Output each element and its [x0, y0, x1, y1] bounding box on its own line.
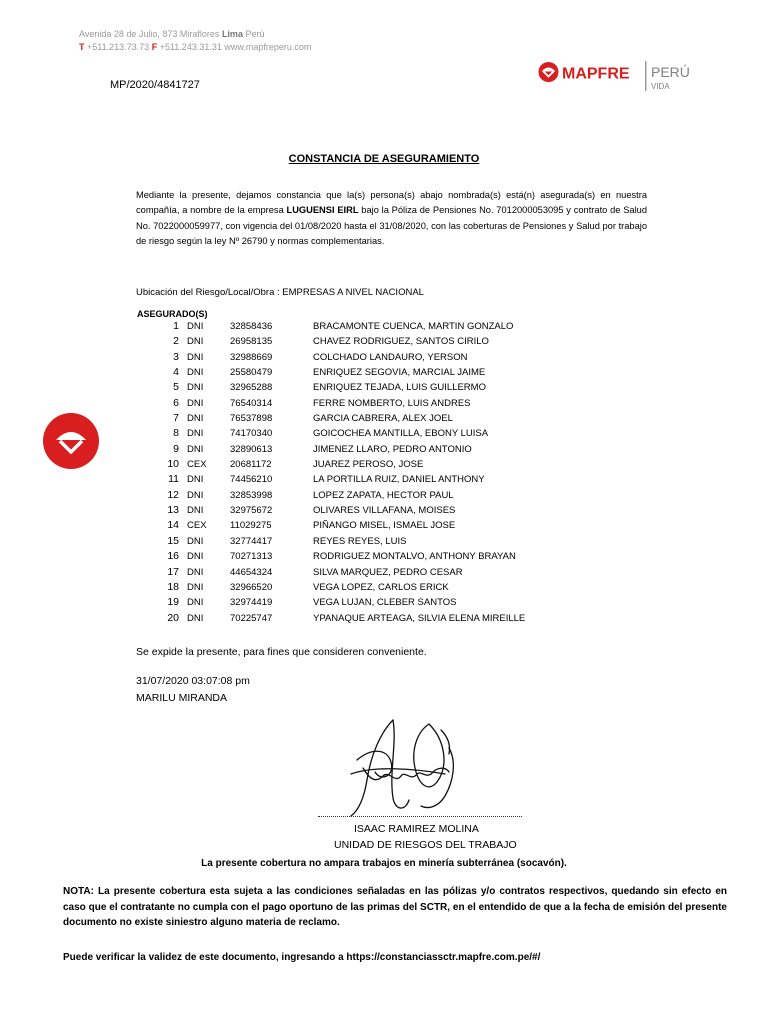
insured-doc-number: 70225747	[230, 612, 273, 624]
insured-name: ENRIQUEZ TEJADA, LUIS GUILLERMO	[313, 382, 486, 394]
insured-doc-number: 32774417	[230, 535, 273, 547]
insured-number: 6	[173, 396, 179, 409]
insured-doc-type: DNI	[187, 428, 204, 440]
insured-number: 12	[167, 488, 179, 501]
insured-doc-number: 70271313	[230, 551, 273, 563]
insured-row	[136, 534, 566, 549]
intro-paragraph: Mediante la presente, dejamos constancia que la(s) persona(s) abajo nombrada(s) está(n) asegurada(s) en nuestra compañía, a nombre de la empresa LUGUENSI EIRL bajo la Póliza de Pensiones No. 7012000053095 y contrato de Salud No. 7022000059977, con vigencia del 01/08/2020 hasta el 31/08/2020, con las coberturas de Pensiones y Salud por trabajo de riesgo según la ley Nº 26790 y normas complementarias.	[136, 190, 647, 246]
insured-doc-type: DNI	[187, 535, 204, 547]
insured-name: ENRIQUEZ SEGOVIA, MARCIAL JAIME	[313, 367, 486, 379]
insured-doc-number: 11029275	[230, 520, 272, 532]
logo-brand: MAPFRE	[562, 65, 630, 83]
insured-doc-type: DNI	[187, 351, 204, 363]
address-city: Lima	[221, 29, 243, 39]
insured-doc-type: CEX	[187, 459, 207, 471]
insured-name: LA PORTILLA RUIZ, DANIEL ANTHONY	[313, 474, 485, 486]
insured-doc-type: DNI	[187, 474, 204, 486]
issue-datetime: 31/07/2020 03:07:08 pm	[136, 675, 250, 687]
company-name: LUGUENSI EIRL	[286, 205, 359, 216]
insured-doc-type: DNI	[187, 597, 204, 609]
insured-name: PIÑANGO MISEL, ISMAEL JOSE	[313, 520, 456, 532]
mapfre-peru-vida-logo	[537, 58, 690, 94]
insured-number: 18	[167, 580, 179, 593]
insured-doc-number: 20681172	[230, 459, 272, 471]
insured-number: 3	[173, 350, 179, 363]
insured-doc-type: DNI	[187, 382, 204, 394]
insured-doc-number: 32853998	[230, 489, 273, 501]
insured-doc-type: DNI	[187, 581, 204, 593]
insured-row	[136, 611, 566, 626]
insured-name: REYES REYES, LUIS	[313, 535, 407, 547]
insured-name: SILVA MARQUEZ, PEDRO CESAR	[313, 566, 463, 578]
insured-number: 5	[173, 381, 179, 394]
mapfre-side-emblem-icon	[43, 413, 99, 469]
insured-doc-type: DNI	[187, 336, 204, 348]
insured-doc-type: DNI	[187, 397, 204, 409]
insured-number: 9	[173, 442, 179, 455]
risk-location: Ubicación del Riesgo/Local/Obra : EMPRESAS A NIVEL NACIONAL	[136, 287, 424, 298]
insured-name: GARCIA CABRERA, ALEX JOEL	[313, 413, 453, 425]
insured-name: JIMENEZ LLARO, PEDRO ANTONIO	[313, 443, 472, 455]
insured-number: 19	[167, 596, 179, 609]
insured-doc-type: DNI	[187, 367, 204, 379]
signature-line	[318, 816, 522, 817]
insured-row	[136, 426, 566, 441]
insured-row	[136, 595, 566, 610]
legal-note: NOTA: La presente cobertura esta sujeta a las condiciones señaladas en las pólizas y/o contratos respectivos, quedando sin efecto en caso que el contratante no cumpla con el pago oportuno de las primas del SCTR, en el entendido de que a la fecha de emisión del presente documento no existe siniestro alguno materia de reclamo.	[63, 886, 727, 928]
insured-doc-type: DNI	[187, 566, 204, 578]
insured-name: CHAVEZ RODRIGUEZ, SANTOS CIRILO	[313, 336, 489, 348]
logo-unit: VIDA	[651, 82, 670, 91]
insured-number: 7	[173, 412, 179, 425]
website-link[interactable]: www.mapfreperu.com	[224, 42, 312, 52]
insured-row	[136, 518, 566, 533]
insured-doc-number: 76540314	[230, 397, 273, 409]
address-line: Avenida 28 de Julio, 873 Miraflores Lima Perú	[79, 29, 265, 39]
insured-row	[136, 319, 566, 334]
insured-number: 20	[167, 611, 179, 624]
insured-number: 8	[173, 427, 179, 440]
coverage-note: La presente cobertura no ampara trabajos en minería subterránea (socavón).	[201, 858, 567, 869]
insured-doc-number: 32988669	[230, 351, 273, 363]
issue-statement: Se expide la presente, para fines que consideren conveniente.	[136, 646, 427, 658]
insured-name: YPANAQUE ARTEAGA, SILVIA ELENA MIREILLE	[313, 612, 526, 624]
logo-country: PERÚ	[651, 64, 690, 80]
document-reference: MP/2020/4841727	[110, 79, 200, 91]
insured-number: 1	[173, 320, 179, 332]
insured-doc-type: DNI	[187, 321, 204, 332]
insured-row	[136, 334, 566, 349]
insured-doc-type: DNI	[187, 413, 204, 425]
insured-row	[136, 503, 566, 518]
insured-doc-type: DNI	[187, 505, 204, 517]
signer-name: ISAAC RAMIREZ MOLINA	[354, 823, 479, 835]
insured-doc-type: DNI	[187, 443, 204, 455]
insured-doc-number: 26958135	[230, 336, 273, 348]
insured-name: COLCHADO LANDAURO, YERSON	[313, 351, 468, 363]
insured-row	[136, 411, 566, 426]
insured-number: 10	[167, 458, 179, 471]
insured-name: OLIVARES VILLAFANA, MOISES	[313, 505, 456, 517]
insured-row	[136, 365, 566, 380]
insured-number: 11	[168, 473, 179, 486]
insured-doc-type: DNI	[187, 551, 204, 563]
insured-number: 4	[173, 366, 179, 379]
insured-name: VEGA LOPEZ, CARLOS ERICK	[313, 581, 449, 593]
handwritten-signature	[333, 714, 473, 820]
insured-doc-number: 74170340	[230, 428, 273, 440]
insured-row	[136, 580, 566, 595]
insured-doc-number: 25580479	[230, 367, 273, 379]
insured-doc-type: DNI	[187, 489, 204, 501]
phone-label: T	[79, 42, 85, 52]
document-title: CONSTANCIA DE ASEGURAMIENTO	[288, 153, 480, 165]
contact-line	[79, 41, 311, 54]
insured-doc-number: 32965288	[230, 382, 273, 394]
insured-row	[136, 380, 566, 395]
insured-number: 14	[167, 519, 179, 532]
company-address	[79, 28, 311, 54]
insured-header: ASEGURADO(S)	[137, 309, 208, 319]
insured-doc-number: 32966520	[230, 581, 273, 593]
insured-doc-type: DNI	[187, 612, 204, 624]
fax-number: +511.243.31.31	[159, 42, 222, 52]
insured-row	[136, 350, 566, 365]
insured-row	[136, 565, 566, 580]
mapfre-emblem-icon	[539, 62, 559, 82]
insured-row	[136, 488, 566, 503]
insured-number: 2	[173, 335, 179, 348]
insured-row	[136, 457, 566, 472]
verification-note: Puede verificar la validez de este documento, ingresando a https://constanciassctr.mapfre.com.pe/#/	[63, 952, 541, 963]
insured-doc-type: CEX	[187, 520, 207, 532]
issuer-name: MARILU MIRANDA	[136, 692, 228, 704]
insured-list	[136, 319, 566, 626]
insured-row	[136, 442, 566, 457]
insured-doc-number: 32890613	[230, 443, 273, 455]
insured-number: 15	[167, 534, 179, 547]
insured-doc-number: 32974419	[230, 597, 273, 609]
signer-unit: UNIDAD DE RIESGOS DEL TRABAJO	[334, 839, 517, 851]
insured-doc-number: 32858436	[230, 321, 273, 332]
insured-row	[136, 472, 566, 487]
insured-number: 17	[167, 565, 179, 578]
insured-doc-number: 74456210	[230, 474, 273, 486]
insured-name: JUAREZ PEROSO, JOSE	[313, 459, 424, 471]
insured-doc-number: 76537898	[230, 413, 273, 425]
insured-row	[136, 396, 566, 411]
insured-name: FERRE NOMBERTO, LUIS ANDRES	[313, 397, 471, 409]
phone-number: +511.213.73.73	[87, 42, 150, 52]
insured-row	[136, 549, 566, 564]
insured-name: GOICOCHEA MANTILLA, EBONY LUISA	[313, 428, 489, 440]
insured-number: 13	[167, 504, 179, 517]
insured-name: BRACAMONTE CUENCA, MARTIN GONZALO	[313, 321, 514, 332]
insured-number: 16	[167, 550, 179, 563]
fax-label: F	[151, 42, 158, 52]
insured-name: RODRIGUEZ MONTALVO, ANTHONY BRAYAN	[313, 551, 516, 563]
insured-name: VEGA LUJAN, CLEBER SANTOS	[313, 597, 457, 609]
insured-doc-number: 44654324	[230, 566, 273, 578]
insured-doc-number: 32975672	[230, 505, 273, 517]
insured-name: LOPEZ ZAPATA, HECTOR PAUL	[313, 489, 454, 501]
